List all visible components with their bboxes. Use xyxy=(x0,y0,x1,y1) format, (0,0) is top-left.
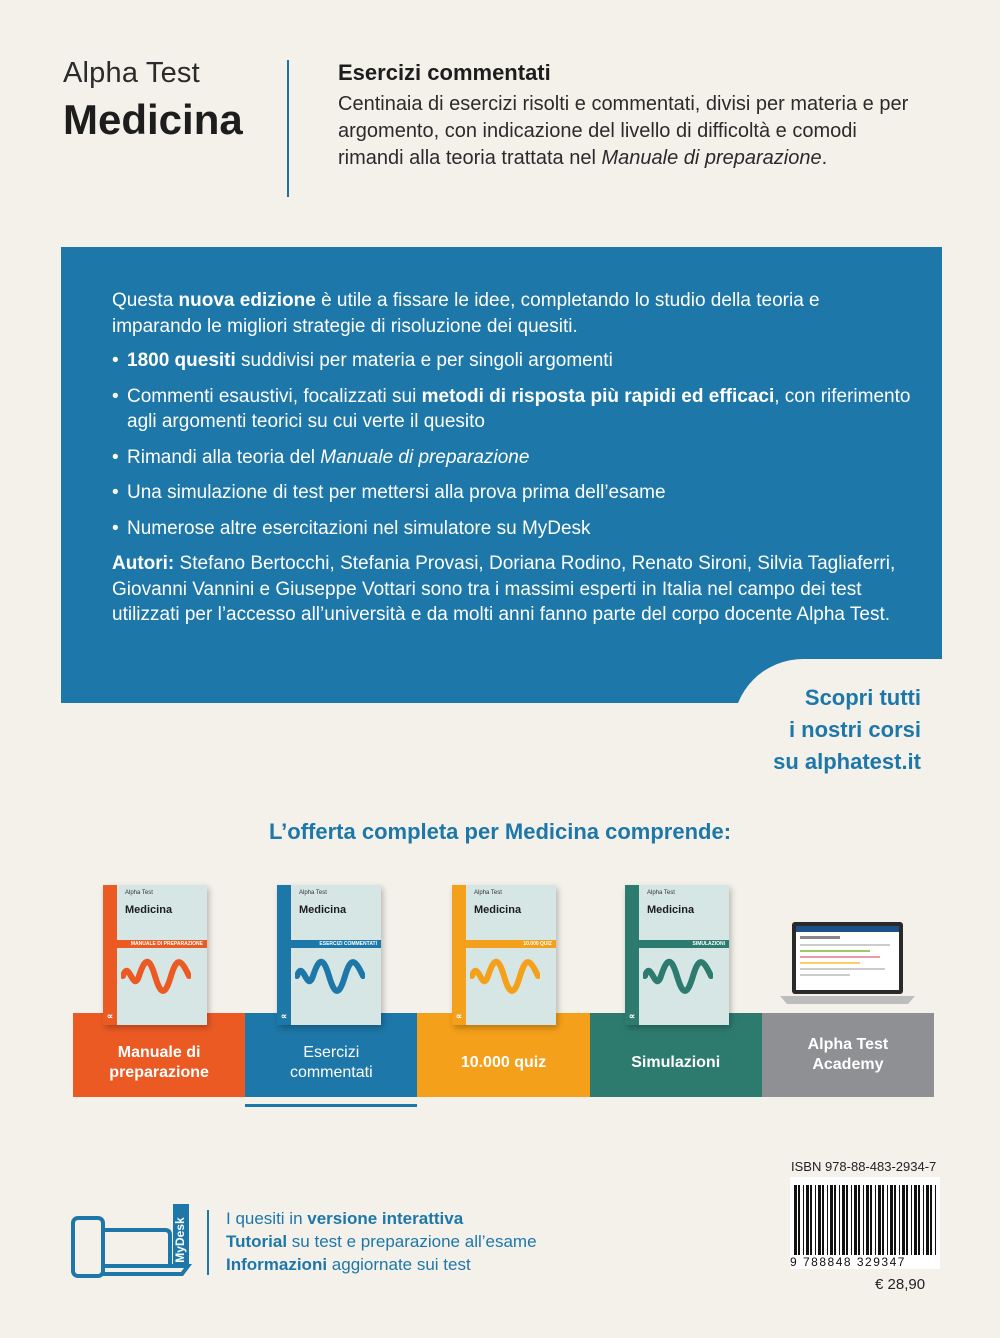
feature-text: Numerose altre esercitazioni nel simulatore su MyDesk xyxy=(127,517,591,539)
lead-bold: nuova edizione xyxy=(178,290,316,311)
cover-spine xyxy=(625,885,639,1025)
book-subject-title: Medicina xyxy=(63,96,243,143)
barcode-bar xyxy=(899,1185,900,1259)
barcode-bar xyxy=(815,1185,816,1259)
barcode-bar xyxy=(923,1185,924,1259)
barcode-bar xyxy=(890,1185,893,1259)
mydesk-line xyxy=(226,1207,537,1230)
selected-product-underline xyxy=(245,1104,417,1107)
wave-icon xyxy=(295,953,365,999)
cover-band: SIMULAZIONI xyxy=(639,940,729,948)
cover-manuale xyxy=(103,885,207,1025)
brand-name: Alpha Test xyxy=(63,57,200,89)
mydesk-bold: Informazioni xyxy=(226,1255,328,1274)
features-lead xyxy=(112,288,912,339)
barcode-bar xyxy=(863,1185,864,1259)
barcode-bar xyxy=(918,1185,920,1259)
cover-esercizi xyxy=(277,885,381,1025)
cover-spine xyxy=(103,885,117,1025)
product-label: Alpha Test Academy xyxy=(807,1036,889,1073)
barcode-bar xyxy=(902,1185,905,1259)
barcode-bar xyxy=(851,1185,852,1259)
feature-text: , con riferimento agli argomenti teorici su cui verte il quesito xyxy=(127,385,911,432)
product-esercizi[interactable] xyxy=(245,1013,417,1097)
feature-text: suddivisi per materia e per singoli argomenti xyxy=(235,350,613,371)
barcode-bar xyxy=(866,1185,869,1259)
cover-brand: Alpha Test xyxy=(647,890,675,896)
barcode-bar xyxy=(806,1185,809,1259)
barcode-bar xyxy=(822,1185,824,1259)
laptop-icon xyxy=(780,920,915,1010)
mydesk-text: I quesiti in xyxy=(226,1209,308,1228)
discover-line: Scopri tutti xyxy=(804,685,921,710)
feature-bold: 1800 quesiti xyxy=(127,350,236,371)
barcode-bar xyxy=(794,1185,797,1259)
offer-title: L’offerta completa per Medicina comprende: xyxy=(268,819,732,844)
barcode-bar xyxy=(911,1185,912,1259)
barcode-bar xyxy=(798,1185,800,1259)
wave-icon xyxy=(643,953,713,999)
barcode-bar xyxy=(810,1185,812,1259)
barcode-bar xyxy=(827,1185,828,1259)
cover-title: Medicina xyxy=(647,904,695,916)
cover-spine xyxy=(277,885,291,1025)
cover-brand: Alpha Test xyxy=(299,890,327,896)
alpha-logo-icon: ∝ xyxy=(455,1011,463,1021)
mydesk-bold: versione interattiva xyxy=(307,1209,464,1228)
barcode-bar xyxy=(858,1185,860,1259)
barcode-bar xyxy=(834,1185,836,1259)
feature-item xyxy=(112,480,912,506)
mydesk-bold: Tutorial xyxy=(226,1232,288,1251)
cover-brand: Alpha Test xyxy=(474,890,502,896)
mydesk-features xyxy=(226,1207,537,1276)
cover-brand: Alpha Test xyxy=(125,890,153,896)
mydesk-logo-text: MyDesk xyxy=(173,1217,187,1263)
lead-text: Questa xyxy=(112,290,179,311)
barcode-bar xyxy=(830,1185,833,1259)
intro-text: Centinaia di esercizi risolti e commentati, divisi per materia e per argomento, con indicazione del livello di difficoltà e comodi rimandi alla teoria trattata nel xyxy=(338,93,909,169)
isbn-label: ISBN 978-88-483-2934-7 xyxy=(791,1159,937,1174)
barcode-bar xyxy=(882,1185,884,1259)
discover-courses-link[interactable] xyxy=(773,682,921,778)
barcode-bar xyxy=(803,1185,804,1259)
authors-label: Autori: xyxy=(112,553,175,574)
product-manuale[interactable] xyxy=(73,1013,245,1097)
cover-simulazioni xyxy=(625,885,729,1025)
mydesk-line xyxy=(226,1253,537,1276)
cover-title: Medicina xyxy=(474,904,522,916)
features-content xyxy=(112,288,912,637)
intro-italic: Manuale di preparazione xyxy=(601,147,822,169)
product-label: Esercizi commentati xyxy=(289,1044,373,1081)
cover-band: 10.000 QUIZ xyxy=(466,940,556,948)
mydesk-text: su test e preparazione all’esame xyxy=(287,1232,537,1251)
features-list xyxy=(112,348,912,541)
mydesk-line xyxy=(226,1230,537,1253)
barcode-bar xyxy=(870,1185,872,1259)
feature-italic: Manuale di preparazione xyxy=(320,446,530,468)
barcode-bar xyxy=(914,1185,917,1259)
intro-end: . xyxy=(821,147,828,169)
intro-block xyxy=(338,58,918,172)
barcode-bar xyxy=(875,1185,876,1259)
barcode-number: 9 788848 329347 xyxy=(790,1255,940,1269)
product-strip xyxy=(73,1013,934,1097)
header-divider xyxy=(287,60,289,197)
cover-title: Medicina xyxy=(125,904,173,916)
barcode-bar xyxy=(906,1185,908,1259)
barcode-bar xyxy=(887,1185,888,1259)
product-label: 10.000 quiz xyxy=(460,1054,547,1071)
intro-title: Esercizi commentati xyxy=(338,60,551,85)
discover-line: i nostri corsi xyxy=(788,717,921,742)
intro-body xyxy=(338,91,918,172)
authors-text: Stefano Bertocchi, Stefania Provasi, Doriana Rodino, Renato Sironi, Silvia Tagliaferri, Giovanni Vannini e Giuseppe Vottari sono tra i massimi esperti in Italia nel campo dei test utilizzati per l’accesso all’università e da molti anni fanno parte del corpo docente Alpha Test. xyxy=(112,553,896,625)
wave-icon xyxy=(121,953,191,999)
alpha-logo-icon: ∝ xyxy=(280,1011,288,1021)
feature-item xyxy=(112,348,912,374)
feature-item xyxy=(112,384,912,435)
feature-item xyxy=(112,516,912,542)
discover-url: su alphatest.it xyxy=(773,749,921,774)
brand-block xyxy=(63,57,243,144)
mydesk-text: aggiornate sui test xyxy=(327,1255,471,1274)
price: € 28,90 xyxy=(875,1276,926,1293)
feature-item xyxy=(112,445,912,471)
alpha-logo-icon: ∝ xyxy=(628,1011,636,1021)
cover-band: ESERCIZI COMMENTATI xyxy=(291,940,381,948)
feature-text: Rimandi alla teoria del xyxy=(127,446,321,468)
barcode-bar xyxy=(854,1185,857,1259)
product-label: Manuale di preparazione xyxy=(109,1044,209,1081)
feature-bold: metodi di risposta più rapidi ed efficaci xyxy=(421,385,775,407)
barcode-bar xyxy=(846,1185,848,1259)
features-panel xyxy=(61,247,942,703)
feature-text: Commenti esaustivi, focalizzati sui xyxy=(127,385,422,407)
cover-spine xyxy=(452,885,466,1025)
barcode-bar xyxy=(930,1185,932,1259)
product-quiz[interactable] xyxy=(417,1013,589,1097)
barcode-bar xyxy=(818,1185,821,1259)
alpha-logo-icon: ∝ xyxy=(106,1011,114,1021)
barcode-bar xyxy=(839,1185,840,1259)
cover-title: Medicina xyxy=(299,904,347,916)
lead-text-2: è utile a fissare le idee, completando lo studio della teoria e imparando le migliori strategie di risoluzione dei quesiti. xyxy=(112,290,820,337)
barcode-bar xyxy=(878,1185,881,1259)
cover-band: MANUALE DI PREPARAZIONE xyxy=(117,940,207,948)
product-label: Simulazioni xyxy=(631,1054,721,1071)
barcode-bar xyxy=(926,1185,929,1259)
barcode-bar xyxy=(842,1185,845,1259)
barcode xyxy=(790,1177,940,1267)
barcode-bar xyxy=(894,1185,896,1259)
cover-quiz xyxy=(452,885,556,1025)
barcode-bar xyxy=(935,1185,936,1259)
wave-icon xyxy=(470,953,540,999)
product-academy[interactable] xyxy=(762,1013,934,1097)
product-simulazioni[interactable] xyxy=(590,1013,762,1097)
feature-text: Una simulazione di test per mettersi alla prova prima dell’esame xyxy=(127,482,666,503)
mydesk-divider xyxy=(207,1210,209,1275)
authors-paragraph xyxy=(112,551,912,628)
